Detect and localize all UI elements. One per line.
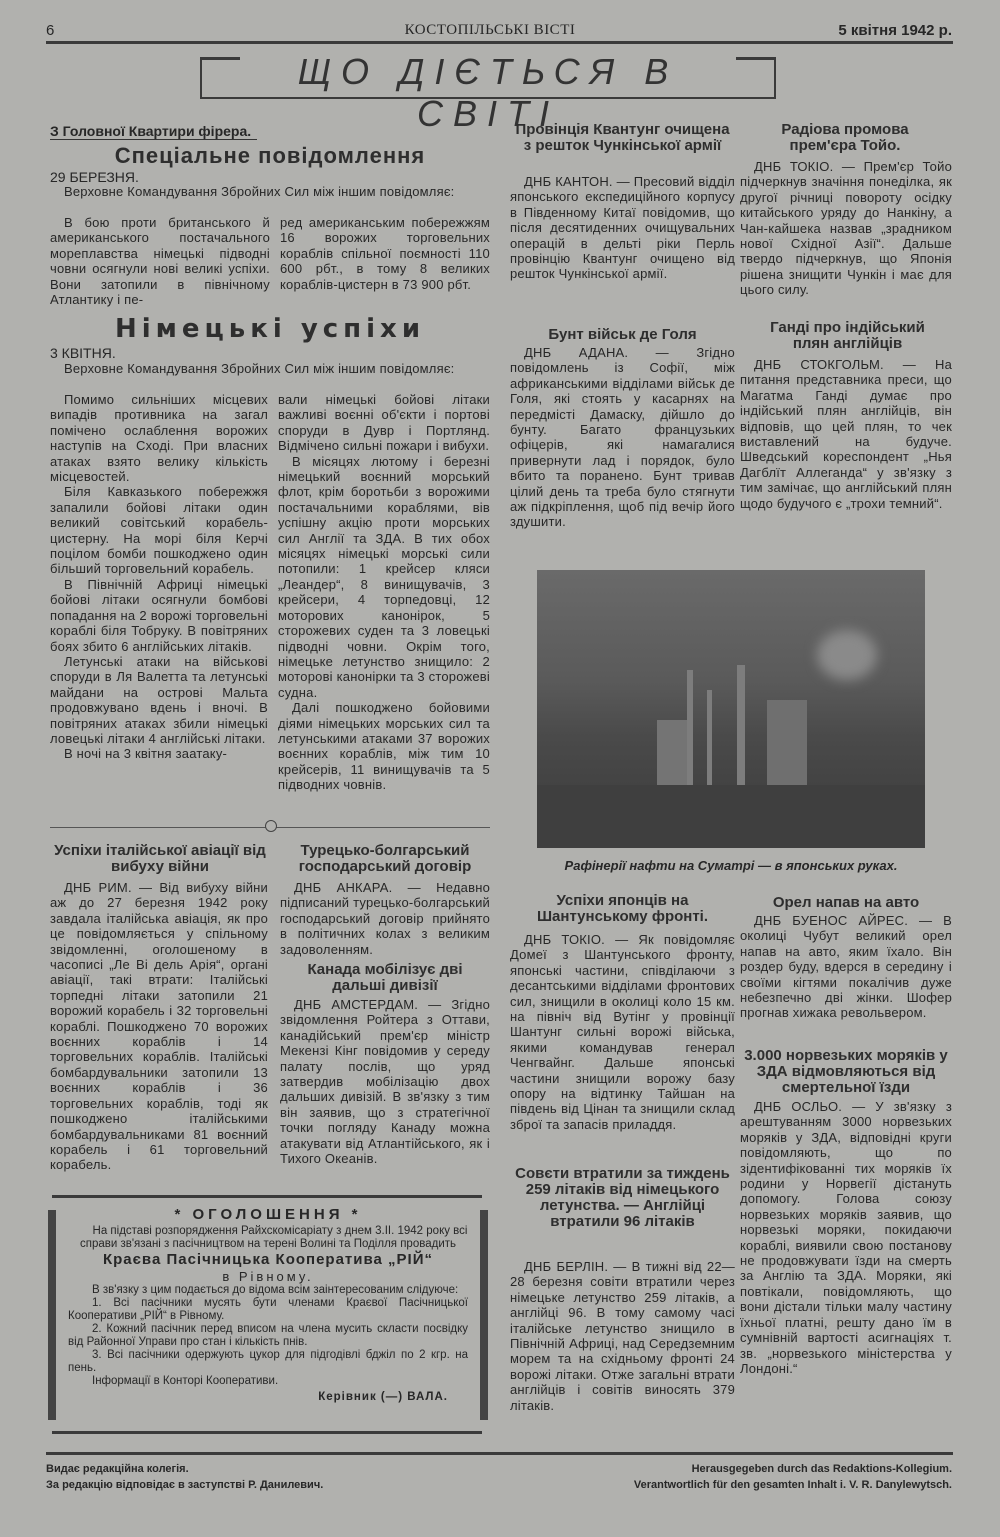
footer-editor-de: Verantwortlich für den gesamten Inhalt i. V. R. Danylewytsch.: [633, 1479, 952, 1491]
eagle-body: ДНБ БУЕНОС АЙРЕС. — В околиці Чубут великий орел напав на авто, яким їхало. Він роздер буду, вдерся в середину і своїми кігтями покалічив дуже небезпечно дві жінки. Шофер прогнав хижака револьвером.: [740, 913, 952, 1021]
canada-body: ДНБ АМСТЕРДАМ. — Згідно звідомлення Ройтера з Оттави, канадійський прем'єр міністр Мекензі Кінг повідомив у середу палату послів, що уряд затвердив мобілізацію двох дальших дивізій. В зв'язку з тим він заявив, що з стратегічної точки погляду Канаду можна атакувати від Атлантійського, як і Тихого Океанів.: [280, 997, 490, 1167]
newspaper-title: КОСТОПІЛЬСЬКІ ВІСТІ: [404, 22, 576, 38]
headline-shantung: Успіхи японців на Шантунському фронті.: [536, 892, 709, 925]
headline-italy: Успіхи італійської авіації від вибуху війни: [54, 842, 266, 875]
shantung-body: ДНБ ТОКІО. — Як повідомляє Домеї з Шантунського фронту, японські частини, співділаючи з десантськими відділами фронтових сил, знищили в околиці коло 15 км. на північ від Вутінг у провінції Шантунг сильні ворожі війська, якими командував генерал Ченгвайнг. Дальше японські частини знищили ворожу базу опору на відтинку Тайшан на південь від Цінан та знищили склад зброї та запасів приладдя.: [510, 932, 735, 1132]
gandhi-body: ДНБ СТОКГОЛЬМ. — На питання представника преси, що Магатма Ганді думає про індійський плян англійців, він відповів, що цей плян, то чек виставлений на будуче. Шведський кореспондент „Нья Дагблїт Аллеганда“ у зв'язку з тим замічає, що англійський плян щодо будучого є „трохи темний“.: [740, 357, 952, 511]
ad-box: [68, 1205, 468, 1404]
ad-title: * ОГОЛОШЕННЯ *: [174, 1206, 362, 1223]
headline-soviets: Совєти втратили за тиждень 259 літаків від німецького летунства. — Англійці втратили 96 літаків: [515, 1165, 730, 1230]
photo-caption: Рафінерії нафти на Суматрі — в японських руках.: [564, 858, 898, 873]
section-banner: [200, 51, 776, 134]
successes-col1: Помимо сильніших місцевих випадів противника на загал помічено ослаблення ворожих наступів на Сході. При власних атаках взято велику кількість місцевостей. Біля Кавказького побережжя запалили бойові літаки один великий совітський корабель-цистерну. На морі біля Керчі поцілом бомби пошкоджено один більший торговельний корабель. В Північній Африці німецькі бойові літаки осягнули бомбові попадання на 2 ворожі торговельні кораблі біля Тобруку. В повітряних боях збито 6 англійських літаків. Летунські атаки на військові споруди в Ля Валетта та летунські майдани на острові Мальта продовжувано вдень і вночі. В повітряних атаках збили німецькі ловецькі літаки 4 англійські літаки. В ночі на 3 квітня заатаку-: [50, 392, 268, 762]
special-col1: В бою проти британського й американського постачального мореплавства німецькі підводні човни осягнули нові великі успіхи. Вони затопили в північному Атлантику і пе-: [50, 215, 270, 308]
headline-eagle: Орел напав на авто: [772, 894, 920, 911]
issue-date: 5 квітня 1942 р.: [838, 22, 952, 39]
headline-degaulle: Бунт військ де Голя: [548, 326, 697, 343]
header-rule: [46, 41, 953, 44]
divider-ornament: [265, 820, 277, 832]
headline-tojo: Радіова промова прем'єра Тойо.: [781, 121, 909, 154]
ad-org: Краєва Пасічницька Кооператива „РІЙ“: [102, 1251, 433, 1268]
successes-intro: Верховне Командування Збройних Сил між іншим повідомляє:: [64, 361, 455, 376]
special-col2: ред американським побережжям 16 ворожих торговельних кораблів спільної поємності 110 600 рбт., в тому 8 великих кораблів-цистерн в 73 900 рбт.: [280, 215, 490, 292]
ad-right-rule: [480, 1210, 488, 1420]
successes-col2: вали німецькі бойові літаки важливі воєнні об'єкти і портові споруди в Дувр і Портлянд. Відмічено сильні пожари і вибухи. В місяцях лютому і березні німецький воєнний морський флот, крім боротьби з ворожими постачальними кораблями, вів успішну акцію проти морських сил Англії та ЗДА. В тих обох місяцях німецькі морські сили потопили: 1 крейсер кляси „Леандер“, 8 винищувачів, 3 крейсери, 4 торпедовці, 12 моторових канонірок, 5 сторожевих суден та 3 ловецькі підводні човни. Окрім того, німецьке летунство знищило: 2 моторові канонірки та 3 сторожеві судна. Далі пошкоджено бойовими діями німецьких морських сил та летунськими атаками 37 ворожих воєнних кораблів, між тим 10 крейсерів, 11 винищувачів та 5 підводних човнів.: [278, 392, 490, 793]
page-number: 6: [46, 22, 55, 39]
norway-body: ДНБ ОСЛЬО. — У зв'язку з арештуванням 3000 норвезьких моряків у ЗДА, відповідні круги повідомляють, що по зідентифікованні тих моряків їх родини у Норвегії дістануть допомогу. Голова союзу норвезьких моряків заявив, що норвезькі моряки, покидаючи кораблі, виявили свою постанову не продовжувати їзди на смерть за Англію та ЗДА. Моряки, які повтікали, повідомляють, що вони дістали тільки малу частину їхньої платні, решту дано їм в сумнівній вартості асигнаціях т. зв. „норвезького міністерства у Лондоні.“: [740, 1099, 952, 1376]
special-intro: Верховне Командування Збройних Сил між іншим повідомляє:: [64, 184, 455, 199]
ad-left-rule: [48, 1210, 56, 1420]
headline-gandhi: Ганді про індійський плян англійців: [770, 319, 925, 352]
turkey-body: ДНБ АНКАРА. — Недавно підписаний турецько-болгарський господарський договір прийнято в політичних колах з великим задоволенням.: [280, 880, 490, 957]
special-date: 29 БЕРЕЗНЯ.: [50, 169, 139, 185]
soviets-body: ДНБ БЕРЛІН. — В тижні від 22—28 березня совіти втратили через німецьке летунство 259 літаків, а англійці 96. В тому самому часі італійське летунство знищило в Північній Африці, над Середземним морем та на східньому фронті 24 ворожі літаки. Отже загальні втрати англійців і совітів виносять 379 літаків.: [510, 1259, 735, 1413]
refinery-photo: [537, 570, 925, 848]
ad-item: Інформації в Конторі Кооперативи.: [92, 1375, 279, 1387]
ad-bottom-rule: [52, 1431, 482, 1434]
ad-item: 2. Кожний пасічник перед вписом на члена мусить скласти посвідку від Районної Управи про стан і кількість пнів.: [68, 1323, 468, 1348]
ad-intro: На підставі розпорядження Райхскомісаріату з днем 3.II. 1942 року всі справи зв'язані з пасічництвом на терені Волині та Поділля провадить: [79, 1225, 468, 1250]
kwantung-body: ДНБ КАНТОН. — Пресовий відділ японського експедиційного корпусу в Південному Китаї повідомив, що після десятиденних очищувальних операцій в дельті ріки Перль провінцію Квантунг очищено від решток Чункінської армії.: [510, 174, 735, 282]
footer-publisher-de: Herausgegeben durch das Redaktions-Kollegium.: [691, 1463, 952, 1475]
headline-kwantung: Провінція Квантунг очищена з решток Чункінської армії: [515, 121, 730, 154]
ad-place: в Рівному.: [222, 1269, 314, 1284]
footer-publisher-uk: Видає редакційна колегія.: [46, 1463, 189, 1475]
kicker: З Головної Квартири фірера.: [50, 123, 257, 140]
degaulle-body: ДНБ АДАНА. — Згідно повідомлень із Софії, між африканськими відділами військ де Голя, які стоять у касарнях на передмісті Дамаску, дійшло до бунту. Багато французьких офіцерів, які намагалися привернути лад і порядок, було вбито та поранено. Бунт тривав цілий день та треба було стягнути аж підкріплення, щоб під вечір його здушити.: [510, 345, 735, 530]
headline-norway: 3.000 норвезьких моряків у ЗДА відмовляються від смертельної їзди: [744, 1047, 948, 1096]
ad-item: 3. Всі пасічники одержують цукор для підгодівлі бджіл по 2 кгр. на пень.: [68, 1349, 468, 1374]
ad-signature: Керівник (—) ВАЛА.: [318, 1391, 448, 1403]
ad-item: 1. Всі пасічники мусять бути членами Краєвої Пасічницької Кооперативи „РІЙ“ в Рівному.: [68, 1297, 468, 1322]
headline-special: Спеціальне повідомлення: [114, 143, 426, 168]
headline-turkey: Турецько-болгарський господарський договір: [298, 842, 472, 875]
ad-lead: В зв'язку з цим подається до відома всім заінтересованим слідуюче:: [92, 1284, 459, 1296]
ad-top-rule: [52, 1195, 482, 1198]
footer-editor-uk: За редакцію відповідає в заступстві Р. Данилевич.: [46, 1479, 324, 1491]
footer-rule: [46, 1452, 953, 1455]
italy-body: ДНБ РИМ. — Від вибуху війни аж до 27 березня 1942 року завдала італійська авіація, як про це повідомляється у спільному звідомленні, оголошеному в часописі „Ле Ві дель Арія“, органі авіації, такі втрати: Італійські торпедні літаки затопили 21 ворожий корабель і 32 торговельні кораблі. Пошкоджено 70 ворожих воєнних кораблів і 14 торговельних кораблів. Італійські бомбардувальники затопили 13 воєнних кораблів і 36 торговельних кораблів, тоді як пошкоджено італійськими бомбардувальниками 81 воєнний корабель і 61 торговельний корабель.: [50, 880, 268, 1173]
headline-successes: Німецькі успіхи: [114, 314, 426, 344]
section-title: ЩО ДІЄТЬСЯ В СВІТІ: [297, 51, 679, 134]
successes-date: 3 КВІТНЯ.: [50, 345, 116, 361]
headline-canada: Канада мобілізує дві дальші дивізії: [307, 961, 463, 994]
tojo-body: ДНБ ТОКІО. — Прем'єр Тойо підчеркнув значіння понеділка, як другої річниці повороту осідку китайського уряду до Нанкіну, а Чан-кайшека назвав „зрадником нової Східної Азії“. Дальше твердо підчеркнув, що Японія рішена знищити Чункін і має для цього силу.: [740, 159, 952, 298]
